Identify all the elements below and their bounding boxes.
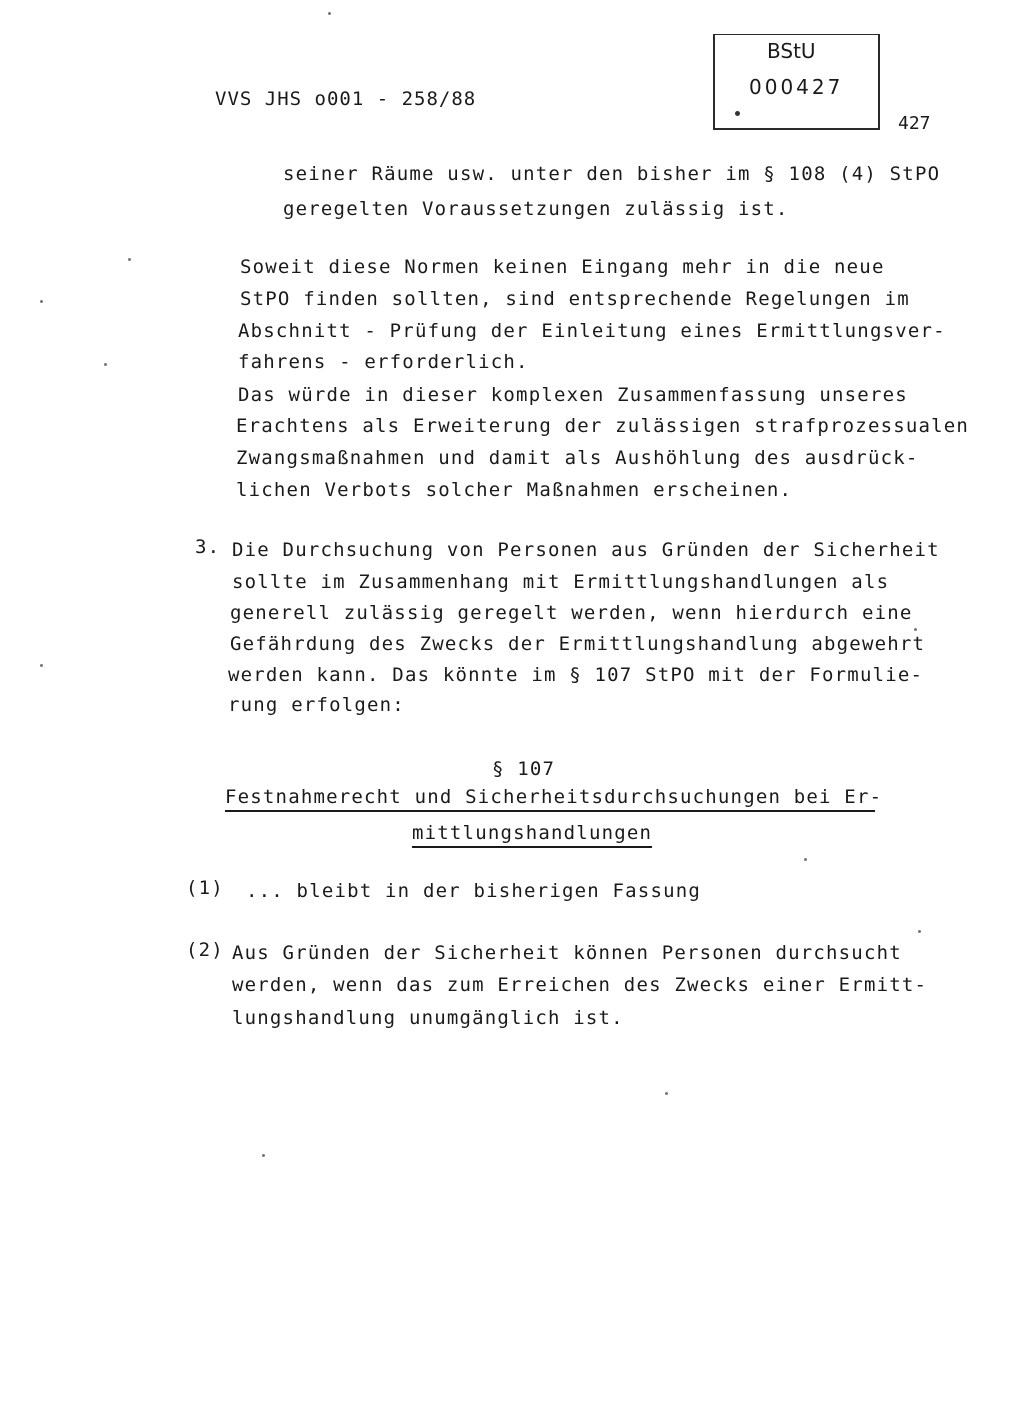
- scan-speck: [804, 858, 807, 861]
- paragraph-line: Abschnitt - Prüfung der Einleitung eines Ermittlungsver-: [238, 320, 946, 342]
- section-symbol: § 107: [492, 758, 556, 780]
- subsection-text: ... bleibt in der bisherigen Fassung: [246, 880, 702, 902]
- scan-speck: [328, 12, 331, 15]
- document-reference: VVS JHS o001 - 258/88: [215, 88, 477, 110]
- archive-stamp: [713, 34, 880, 130]
- intro-line: geregelten Voraussetzungen zulässig ist.: [283, 198, 789, 220]
- stamp-dot: [735, 111, 740, 116]
- intro-line: seiner Räume usw. unter den bisher im § 108 (4) StPO: [283, 163, 941, 185]
- subsection-number: (2): [186, 939, 224, 961]
- list-item-number: 3.: [195, 536, 221, 558]
- scan-speck: [40, 664, 43, 667]
- paragraph-line: StPO finden sollten, sind entsprechende Regelungen im: [240, 288, 910, 310]
- paragraph-line: fahrens - erforderlich.: [238, 351, 529, 373]
- stamp-label: BStU: [767, 39, 816, 63]
- subsection-number: (1): [186, 877, 224, 899]
- scan-speck: [914, 628, 917, 631]
- paragraph-line: Erachtens als Erweiterung der zulässigen strafprozessualen: [236, 415, 970, 437]
- paragraph-line: Soweit diese Normen keinen Eingang mehr in die neue: [240, 256, 885, 278]
- scan-speck: [40, 300, 43, 303]
- section-title-line2: mittlungshandlungen: [412, 822, 652, 848]
- subsection-line: Aus Gründen der Sicherheit können Personen durchsucht: [232, 942, 902, 964]
- stamp-number: 000427: [749, 75, 844, 99]
- section-title-line1: Festnahmerecht und Sicherheitsdurchsuchungen bei Er-: [225, 786, 875, 812]
- list-item-line: werden kann. Das könnte im § 107 StPO mit der Formulie-: [228, 664, 924, 686]
- list-item-line: rung erfolgen:: [228, 694, 405, 716]
- scan-speck: [262, 1154, 265, 1157]
- subsection-line: lungshandlung unumgänglich ist.: [232, 1007, 624, 1029]
- list-item-line: Die Durchsuchung von Personen aus Gründen der Sicherheit: [232, 539, 940, 561]
- paragraph-line: Das würde in dieser komplexen Zusammenfassung unseres: [238, 384, 908, 406]
- scan-speck: [665, 1092, 668, 1095]
- list-item-line: generell zulässig geregelt werden, wenn hierdurch eine: [230, 602, 913, 624]
- list-item-line: sollte im Zusammenhang mit Ermittlungshandlungen als: [232, 571, 890, 593]
- paragraph-line: lichen Verbots solcher Maßnahmen erscheinen.: [236, 479, 793, 501]
- page-number: 427: [898, 113, 931, 134]
- subsection-line: werden, wenn das zum Erreichen des Zwecks einer Ermitt-: [232, 974, 928, 996]
- paragraph-line: Zwangsmaßnahmen und damit als Aushöhlung des ausdrück-: [236, 447, 919, 469]
- list-item-line: Gefährdung des Zwecks der Ermittlungshandlung abgewehrt: [230, 633, 926, 655]
- scan-speck: [128, 258, 131, 261]
- scan-speck: [104, 363, 107, 366]
- scan-speck: [918, 930, 921, 933]
